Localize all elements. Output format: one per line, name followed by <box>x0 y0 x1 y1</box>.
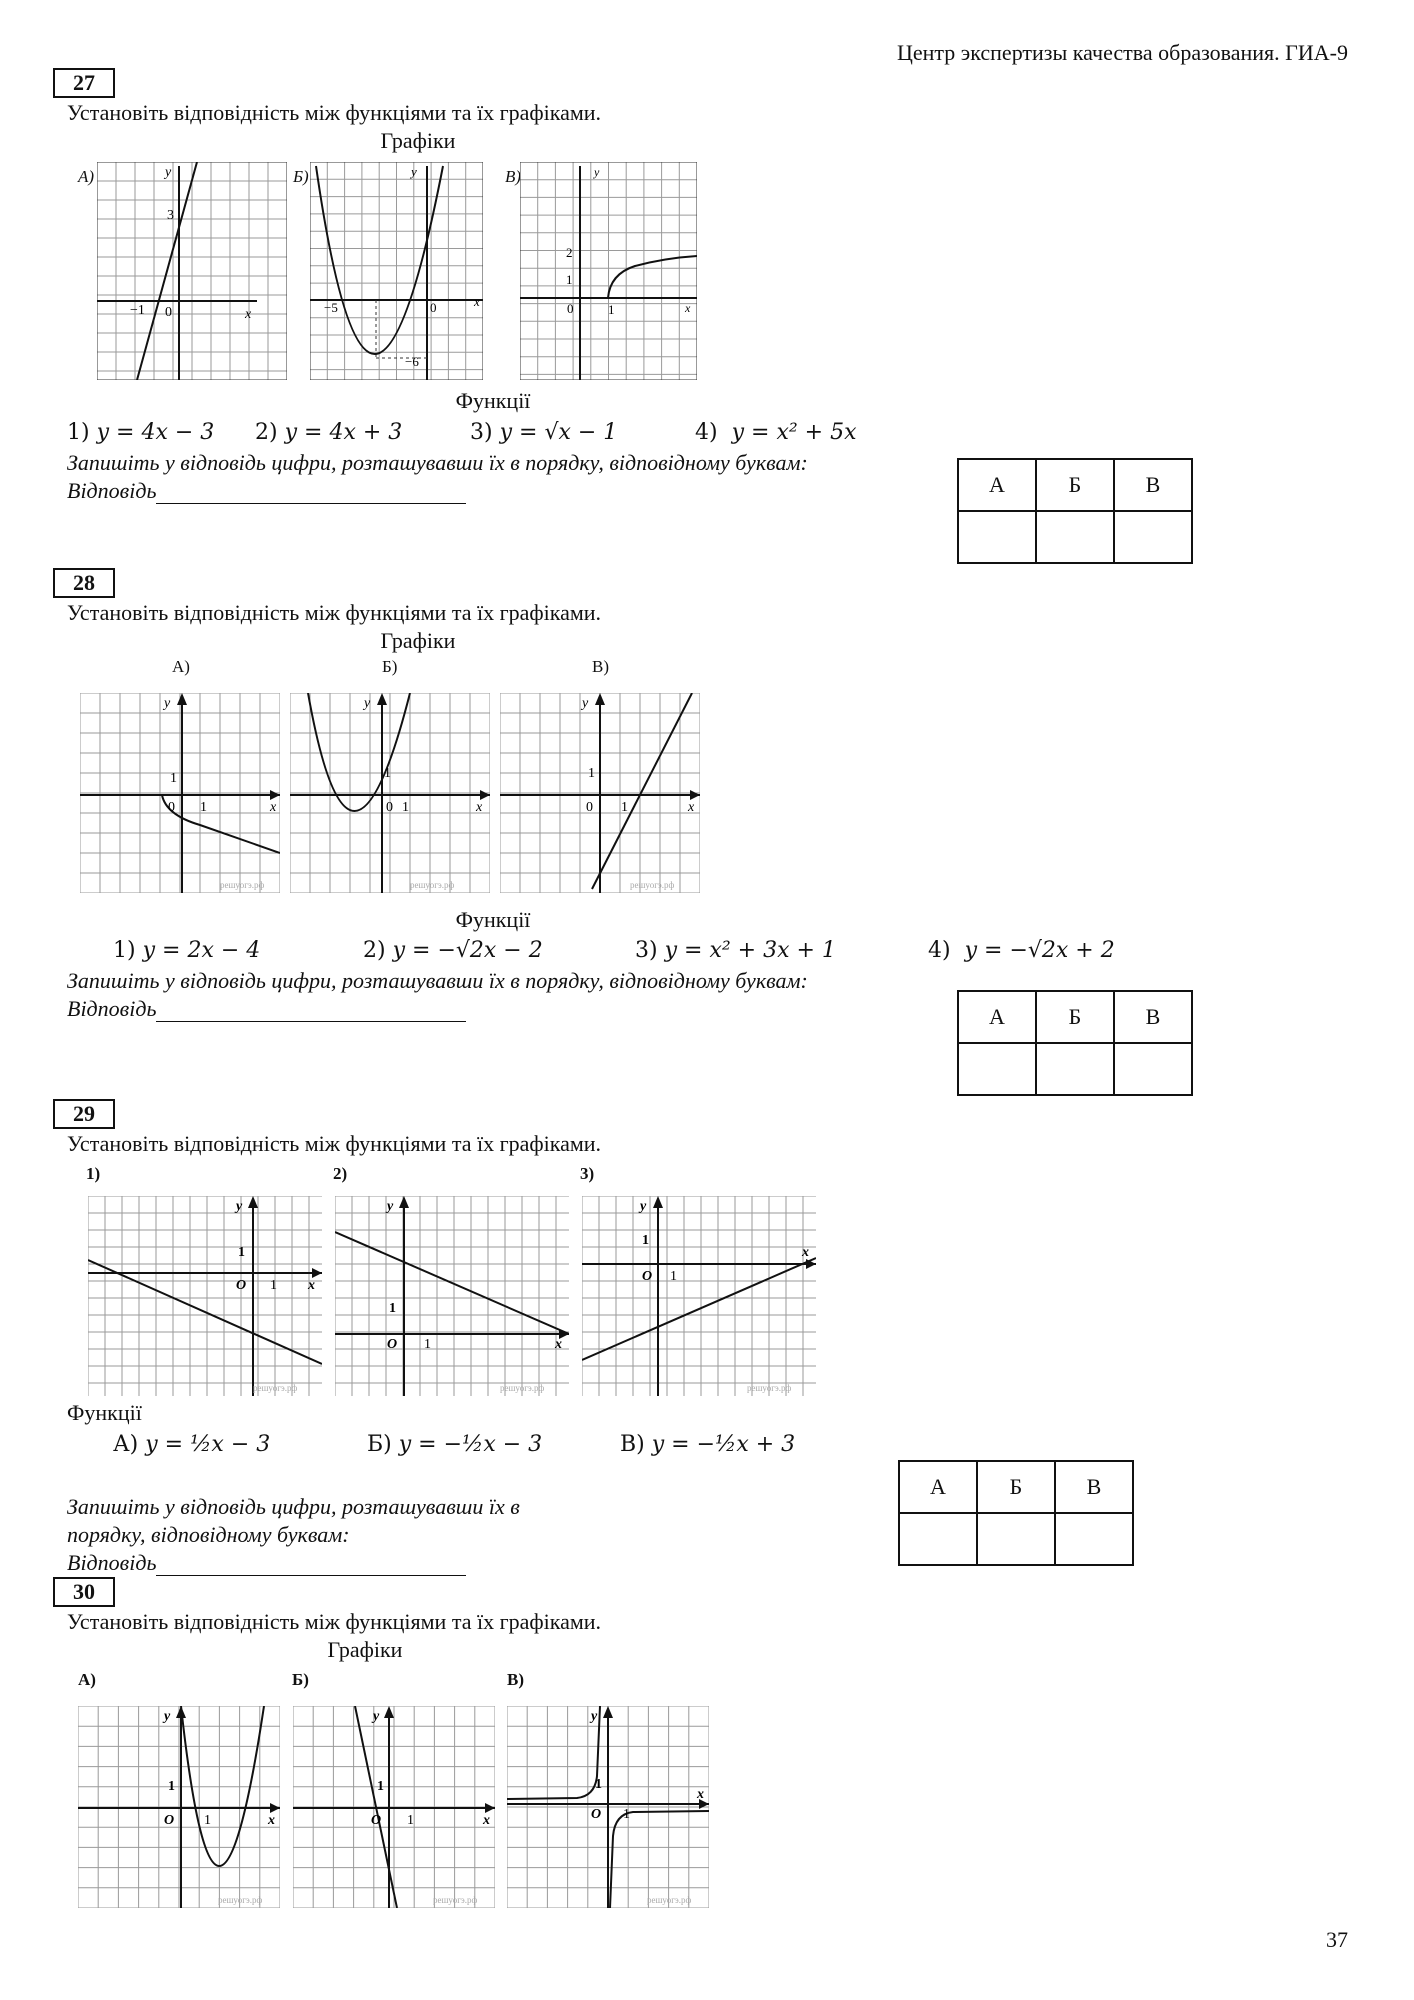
q27-instruction: Установіть відповідність між функціями та їх графіками. <box>67 100 602 125</box>
svg-text:1: 1 <box>566 272 573 287</box>
svg-text:1: 1 <box>200 800 207 815</box>
q28-answer-cell-b[interactable] <box>1036 1043 1114 1095</box>
q27-answer-line[interactable] <box>156 483 466 504</box>
svg-text:x: x <box>697 1787 704 1802</box>
q29-graph-label-3: 3) <box>580 1164 595 1183</box>
svg-text:y: y <box>373 1709 380 1724</box>
q29-graph-2 <box>335 1196 569 1396</box>
svg-text:y: y <box>165 165 172 180</box>
q28-graph-a <box>80 693 280 893</box>
svg-text:0: 0 <box>168 800 175 815</box>
q29-answer-prompt-2: порядку, відповідному буквам: <box>67 1522 350 1547</box>
question-number-30: 30 <box>53 1577 115 1607</box>
svg-text:O: O <box>642 1269 653 1284</box>
svg-text:−6: −6 <box>405 354 419 369</box>
svg-text:y: y <box>164 696 171 711</box>
q28-answer-table: А Б В <box>957 990 1193 1096</box>
q28-instruction: Установіть відповідність між функціями та їх графіками. <box>67 600 602 625</box>
svg-text:1: 1 <box>377 1779 384 1794</box>
svg-text:x: x <box>245 307 252 322</box>
svg-text:1: 1 <box>621 800 628 815</box>
svg-text:1: 1 <box>424 1337 431 1352</box>
q29-answer-table: А Б В <box>898 1460 1134 1566</box>
svg-text:y: y <box>591 1709 598 1724</box>
q27-answer-cell-a[interactable] <box>958 511 1036 563</box>
q29-answer-cell-a[interactable] <box>899 1513 977 1565</box>
q29-answer-label: Відповідь <box>67 1550 466 1576</box>
svg-text:−1: −1 <box>130 303 145 318</box>
question-number-29: 29 <box>53 1099 115 1129</box>
svg-text:1: 1 <box>595 1777 602 1792</box>
svg-text:O: O <box>371 1813 382 1828</box>
svg-text:1: 1 <box>168 1779 175 1794</box>
svg-text:1: 1 <box>402 800 409 815</box>
svg-text:y: y <box>640 1199 647 1214</box>
question-number-27: 27 <box>53 68 115 98</box>
svg-text:1: 1 <box>407 1813 414 1828</box>
q27-answer-cell-b[interactable] <box>1036 511 1114 563</box>
svg-text:1: 1 <box>642 1233 649 1248</box>
svg-text:решуогэ.рф: решуогэ.рф <box>410 880 455 890</box>
svg-text:x: x <box>308 1278 315 1293</box>
q27-function-4: 4) y = x² + 5x <box>695 420 857 445</box>
page-number: 37 <box>1326 1927 1348 1952</box>
svg-text:1: 1 <box>204 1813 211 1828</box>
svg-text:x: x <box>474 294 480 309</box>
q27-function-3: 3) y = √x − 1 <box>470 420 618 445</box>
svg-text:y: y <box>387 1199 394 1214</box>
svg-text:решуогэ.рф: решуогэ.рф <box>220 880 265 890</box>
svg-text:x: x <box>268 1813 275 1828</box>
q30-graph-label-a: А) <box>78 1670 96 1689</box>
q27-answer-prompt: Запишіть у відповідь цифри, розташувавши їх в порядку, відповідному буквам: <box>67 450 808 475</box>
q29-functions-label: Функції <box>67 1400 142 1425</box>
svg-text:x: x <box>555 1337 562 1352</box>
svg-text:O: O <box>591 1807 602 1822</box>
svg-text:y: y <box>364 696 371 711</box>
svg-text:O: O <box>387 1337 398 1352</box>
q29-answer-cell-c[interactable] <box>1055 1513 1133 1565</box>
q29-function-c: В) y = −½x + 3 <box>620 1432 796 1457</box>
q28-graph-label-a: A) <box>172 657 190 676</box>
q27-function-1: 1) y = 4x − 3 <box>67 420 215 445</box>
svg-text:1: 1 <box>588 766 595 781</box>
sqrt-curve <box>608 256 697 298</box>
q29-function-b: Б) y = −½x − 3 <box>367 1432 543 1457</box>
q27-answer-label: Відповідь <box>67 478 466 504</box>
q27-graph-c <box>520 162 697 380</box>
q28-function-2: 2) y = −√2x − 2 <box>363 938 543 963</box>
svg-text:1: 1 <box>608 302 615 317</box>
q29-answer-cell-b[interactable] <box>977 1513 1055 1565</box>
svg-text:y: y <box>236 1199 243 1214</box>
svg-text:1: 1 <box>384 766 391 781</box>
q29-function-a: А) y = ½x − 3 <box>113 1432 271 1457</box>
svg-text:0: 0 <box>567 301 574 316</box>
q27-graphs-label: Графіки <box>380 128 456 153</box>
q30-graph-label-b: Б) <box>292 1670 309 1689</box>
q29-graph-label-1: 1) <box>86 1164 101 1183</box>
svg-text:решуогэ.рф: решуогэ.рф <box>630 880 675 890</box>
svg-text:решуогэ.рф: решуогэ.рф <box>433 1895 478 1905</box>
header: Центр экспертизы качества образования. ГИА-9 <box>897 40 1348 65</box>
q28-graph-label-c: В) <box>592 657 609 676</box>
svg-text:3: 3 <box>167 208 174 223</box>
svg-text:1: 1 <box>170 771 177 786</box>
svg-text:y: y <box>164 1709 171 1724</box>
svg-text:0: 0 <box>386 800 393 815</box>
svg-text:1: 1 <box>238 1245 245 1260</box>
svg-text:O: O <box>236 1278 247 1293</box>
q30-graph-b <box>293 1706 495 1908</box>
q28-function-1: 1) y = 2x − 4 <box>113 938 261 963</box>
svg-text:1: 1 <box>389 1301 396 1316</box>
q28-graph-label-b: Б) <box>382 657 398 676</box>
q27-answer-table: А Б В <box>957 458 1193 564</box>
q29-graph-3 <box>582 1196 816 1396</box>
svg-text:x: x <box>688 800 695 815</box>
q30-graph-a <box>78 1706 280 1908</box>
svg-text:O: O <box>164 1813 175 1828</box>
question-number-28: 28 <box>53 568 115 598</box>
q29-graph-label-2: 2) <box>333 1164 348 1183</box>
q27-function-2: 2) y = 4x + 3 <box>255 420 403 445</box>
svg-text:−5: −5 <box>324 300 338 315</box>
q28-functions-label: Функції <box>455 907 531 932</box>
q27-graph-label-a: A) <box>78 167 95 186</box>
q30-instruction: Установіть відповідність між функціями та їх графіками. <box>67 1609 602 1634</box>
svg-text:решуогэ.рф: решуогэ.рф <box>218 1895 263 1905</box>
svg-text:y: y <box>594 165 600 179</box>
svg-text:y: y <box>411 164 417 179</box>
svg-text:1: 1 <box>623 1807 630 1822</box>
function-line <box>137 162 197 380</box>
svg-text:1: 1 <box>270 1278 277 1293</box>
svg-text:2: 2 <box>566 245 573 260</box>
q29-instruction: Установіть відповідність між функціями та їх графіками. <box>67 1131 602 1156</box>
q27-functions-label: Функції <box>455 388 531 413</box>
svg-text:x: x <box>270 800 277 815</box>
svg-text:x: x <box>685 301 691 315</box>
q28-answer-cell-c[interactable] <box>1114 1043 1192 1095</box>
svg-text:решуогэ.рф: решуогэ.рф <box>253 1383 298 1393</box>
svg-text:0: 0 <box>165 305 172 320</box>
svg-text:решуогэ.рф: решуогэ.рф <box>747 1383 792 1393</box>
q30-graphs-label: Графіки <box>327 1637 403 1662</box>
q29-answer-prompt-1: Запишіть у відповідь цифри, розташувавши їх в <box>67 1494 520 1519</box>
q27-graph-b <box>310 162 483 380</box>
q28-answer-cell-a[interactable] <box>958 1043 1036 1095</box>
q27-graph-a <box>97 162 287 380</box>
q28-function-4: 4) y = −√2x + 2 <box>928 938 1115 963</box>
svg-text:y: y <box>582 696 589 711</box>
svg-text:x: x <box>483 1813 490 1828</box>
q28-graphs-label: Графіки <box>380 628 456 653</box>
q30-graph-label-c: В) <box>507 1670 524 1689</box>
q28-answer-label: Відповідь <box>67 996 466 1022</box>
q27-answer-cell-c[interactable] <box>1114 511 1192 563</box>
q29-graph-1 <box>88 1196 322 1396</box>
q30-graph-c <box>507 1706 709 1908</box>
q28-answer-line[interactable] <box>156 1001 466 1022</box>
q28-graph-c <box>500 693 700 893</box>
svg-text:0: 0 <box>586 800 593 815</box>
q27-graph-label-b: Б) <box>293 167 309 186</box>
svg-text:решуогэ.рф: решуогэ.рф <box>500 1383 545 1393</box>
svg-text:x: x <box>476 800 483 815</box>
q28-graph-b <box>290 693 490 893</box>
q28-function-3: 3) y = x² + 3x + 1 <box>635 938 836 963</box>
q29-answer-line[interactable] <box>156 1555 466 1576</box>
q28-answer-prompt: Запишіть у відповідь цифри, розташувавши їх в порядку, відповідному буквам: <box>67 968 808 993</box>
svg-text:1: 1 <box>670 1269 677 1284</box>
svg-text:0: 0 <box>430 300 437 315</box>
q27-graph-label-c: В) <box>505 167 522 186</box>
svg-text:x: x <box>802 1245 809 1260</box>
svg-text:решуогэ.рф: решуогэ.рф <box>647 1895 692 1905</box>
